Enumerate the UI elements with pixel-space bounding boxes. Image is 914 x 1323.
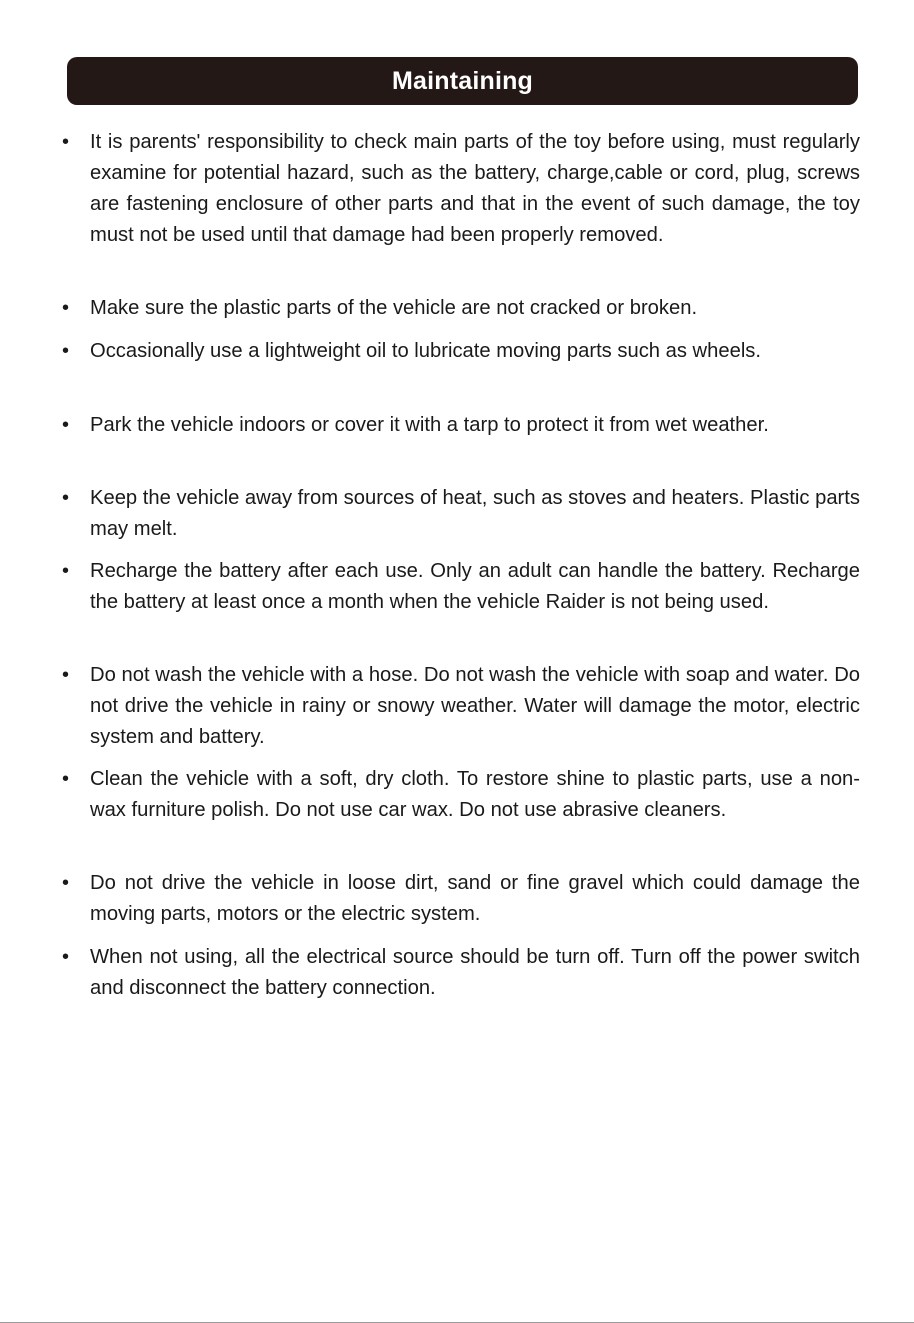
list-item-text: Do not drive the vehicle in loose dirt, sand or fine gravel which could damage the moving parts, motors or the electric system. (90, 872, 860, 925)
list-item-text: It is parents' responsibility to check main parts of the toy before using, must regularly examine for potential hazard, such as the battery, charge,cable or cord, plug, screws are fastening enclosure of other parts and that in the event of such damage, the toy must not be used until that damage had been properly removed. (90, 131, 860, 246)
list-item (62, 336, 860, 367)
bullet-icon: • (62, 872, 70, 894)
list-item (62, 127, 860, 251)
list-item (62, 660, 860, 753)
list-item (62, 868, 860, 930)
list-item-text: Park the vehicle indoors or cover it with a tarp to protect it from wet weather. (90, 414, 769, 436)
bullet-icon: • (62, 664, 70, 686)
list-item (62, 483, 860, 545)
bullet-icon: • (62, 340, 70, 362)
list-item-text: Recharge the battery after each use. Only an adult can handle the battery. Recharge the battery at least once a month when the vehicle Raider is not being used. (90, 560, 860, 613)
list-item-text: Do not wash the vehicle with a hose. Do not wash the vehicle with soap and water. Do not drive the vehicle in rainy or snowy weather. Water will damage the motor, electric system and battery. (90, 664, 860, 748)
bullet-icon: • (62, 487, 70, 509)
list-item-text: When not using, all the electrical source should be turn off. Turn off the power switch and disconnect the battery connection. (90, 946, 860, 999)
list-item (62, 764, 860, 826)
list-item-text: Keep the vehicle away from sources of heat, such as stoves and heaters. Plastic parts may melt. (90, 487, 860, 540)
list-item-text: Make sure the plastic parts of the vehicle are not cracked or broken. (90, 297, 698, 319)
list-item (62, 410, 860, 441)
bullet-icon: • (62, 946, 70, 968)
list-item (62, 942, 860, 1004)
list-item (62, 293, 860, 324)
bullet-icon: • (62, 768, 70, 790)
list-item-text: Occasionally use a lightweight oil to lubricate moving parts such as wheels. (90, 340, 762, 362)
bullet-icon: • (62, 131, 70, 153)
bullet-icon: • (62, 414, 70, 436)
section-title: Maintaining (391, 66, 534, 95)
list-item (62, 556, 860, 618)
list-item-text: Clean the vehicle with a soft, dry cloth. To restore shine to plastic parts, use a non-wax furniture polish. Do not use car wax. Do not use abrasive cleaners. (90, 768, 860, 821)
bullet-icon: • (62, 560, 70, 582)
bullet-icon: • (62, 297, 70, 319)
